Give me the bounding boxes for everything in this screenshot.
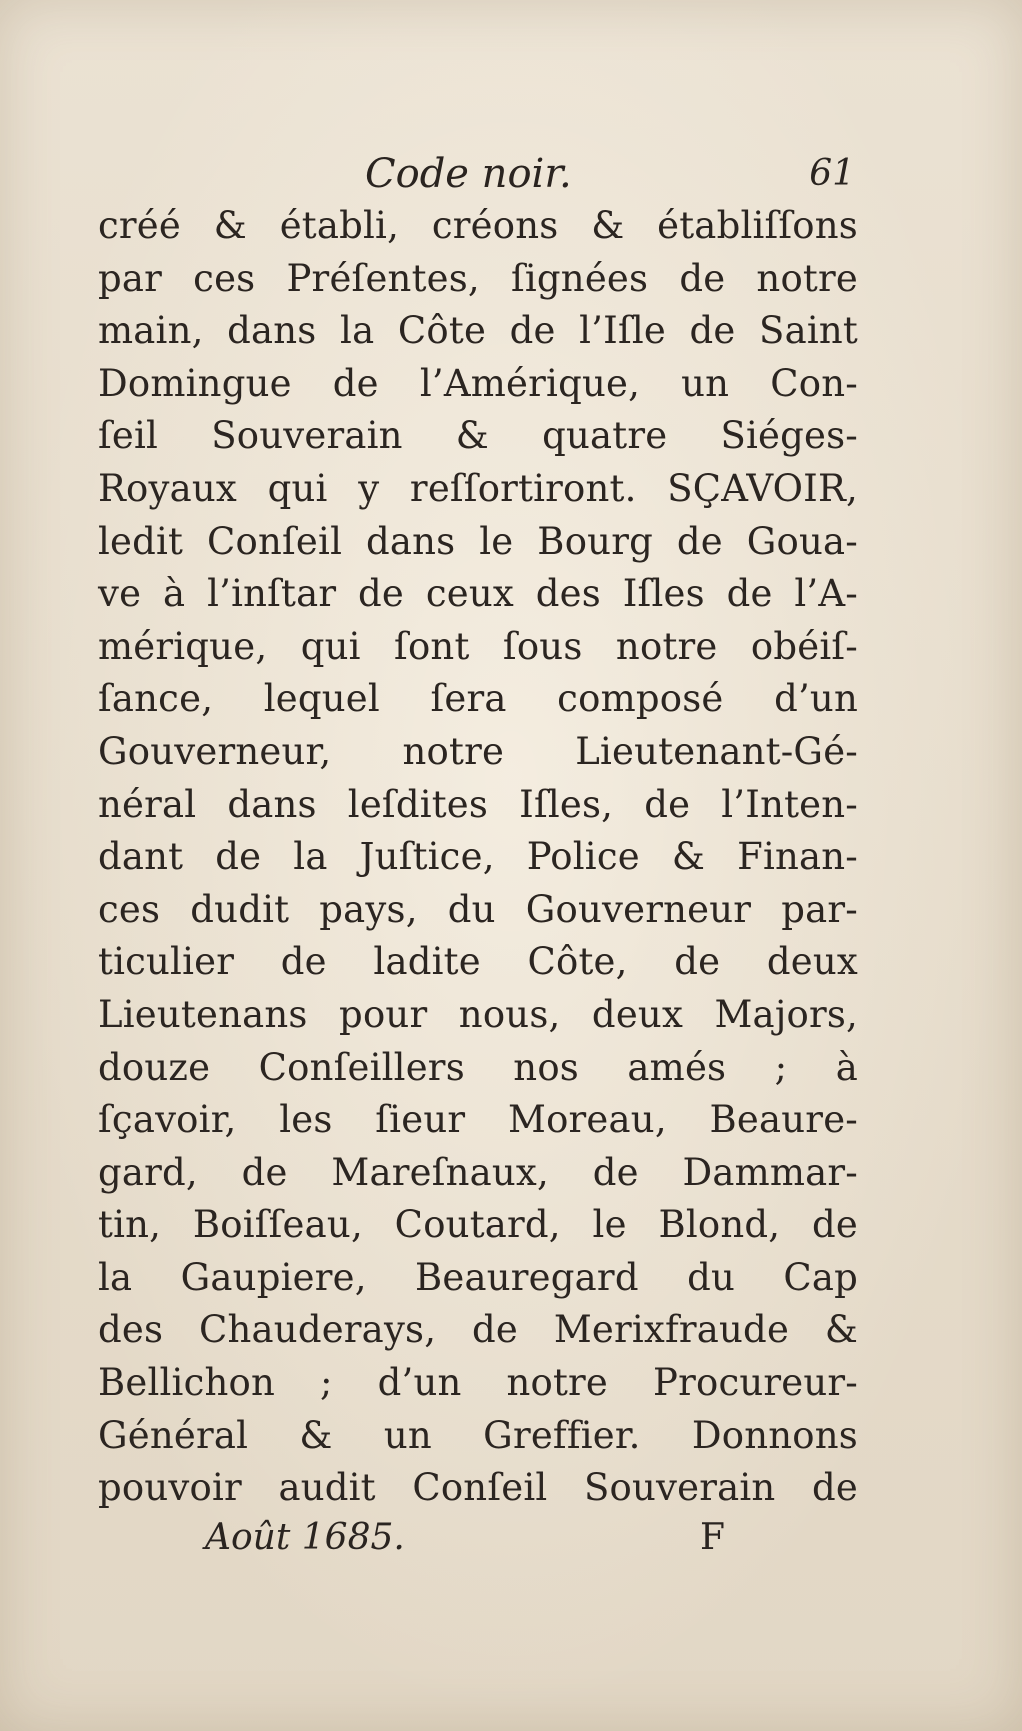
text-line: créé & établi, créons & établiſſons — [98, 204, 858, 247]
text-line: Royaux qui y reſſortiront. SÇAVOIR, — [98, 466, 858, 510]
text-line: Gouverneur, notre Lieutenant-Gé- — [98, 729, 858, 773]
text-line: ſance, lequel ſera composé d’un — [98, 677, 858, 721]
text-line: ledit Conſeil dans le Bourg de Goua- — [98, 519, 858, 563]
signature-line — [205, 1510, 725, 1566]
text-line: gard, de Mareſnaux, de Dammar- — [98, 1150, 858, 1194]
text-line: ſçavoir, les ſieur Moreau, Beaure- — [98, 1098, 858, 1142]
text-line: dant de la Juſtice, Police & Finan- — [98, 835, 858, 879]
text-line: Général & un Greffier. Donnons — [98, 1413, 858, 1457]
text-line: des Chauderays, de Merixfraude & — [98, 1308, 858, 1352]
text-line: pouvoir audit Conſeil Souverain de — [98, 1466, 858, 1510]
page-number: 61 — [809, 153, 855, 194]
text-line: la Gaupiere, Beauregard du Cap — [98, 1255, 858, 1299]
text-line: néral dans leſdites Iſles, de l’Inten- — [98, 782, 858, 826]
text-line: tin, Boiſſeau, Coutard, le Blond, de — [98, 1203, 858, 1247]
text-line: Lieutenans pour nous, deux Majors, — [98, 992, 858, 1036]
text-line: ſeil Souverain & quatre Siéges- — [98, 414, 858, 458]
text-line: ticulier de ladite Côte, de deux — [98, 940, 858, 984]
text-line: ve à l’inſtar de ceux des Iſles de l’A- — [98, 572, 858, 616]
signature-mark: F — [700, 1517, 725, 1558]
text-line: ces dudit pays, du Gouverneur par- — [98, 887, 858, 931]
text-line: Domingue de l’Amérique, un Con- — [98, 361, 858, 405]
text-line: main, dans la Côte de l’Iſle de Saint — [98, 309, 858, 353]
running-title: Code noir. — [365, 151, 572, 197]
body-text — [98, 200, 858, 1515]
text-line: douze Conſeillers nos amés ; à — [98, 1045, 858, 1089]
text-line: Bellichon ; d’un notre Procureur- — [98, 1361, 858, 1405]
text-line: par ces Préſentes, ſignées de notre — [98, 256, 858, 300]
text-line: mérique, qui ſont ſous notre obéiſ- — [98, 624, 858, 668]
date-note: Août 1685. — [205, 1517, 405, 1558]
running-head — [100, 148, 855, 200]
